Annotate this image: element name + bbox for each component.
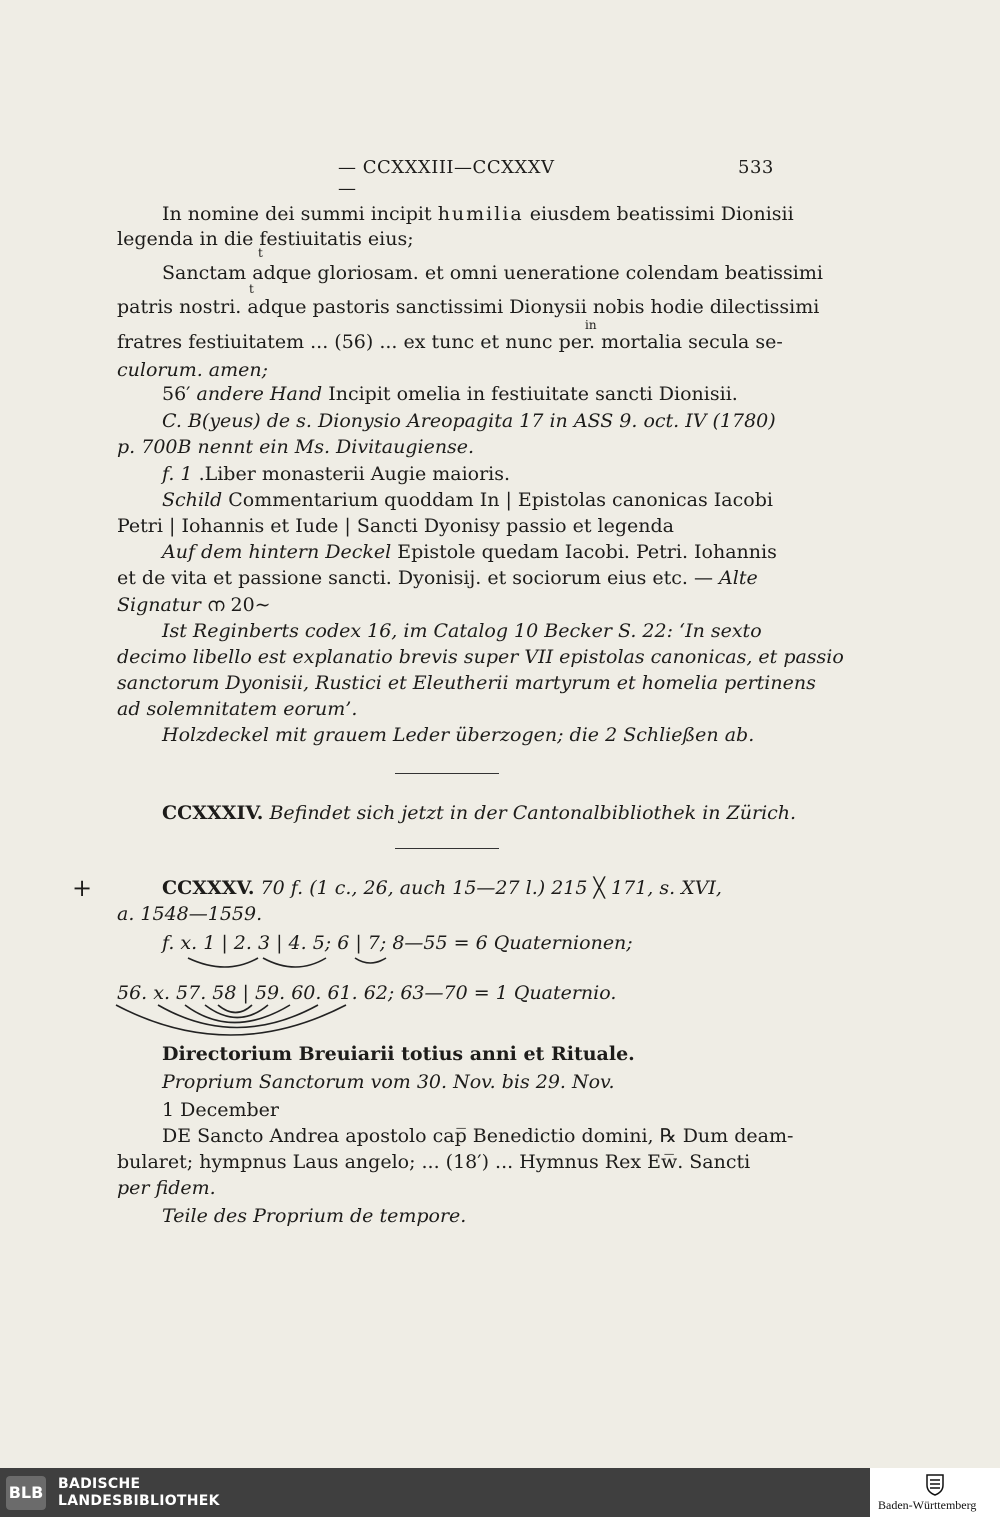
text-line (117, 357, 773, 383)
text-segment: sanctorum Dyonisii, Rustici et Eleutherii martyrum et homelia pertinens (117, 672, 816, 694)
text-line (117, 670, 816, 696)
text-line (117, 226, 773, 252)
text-segment: Holzdeckel mit grauem Leder überzogen; die 2 Schließen ab. (162, 724, 755, 746)
text-segment: 70 f. (1 c., 26, auch 15—27 l.) 215 ╳ 171, s. XVI, (254, 877, 722, 899)
text-segment: bularet; hympnus Laus angelo; ... (18′) ... Hymnus Rex Ew̅. Sancti (117, 1151, 751, 1173)
text-line (162, 1069, 773, 1095)
text-segment: humilia (437, 203, 524, 225)
superscript-letter: t (249, 282, 254, 296)
text-segment: f. x. 1 | 2. 3 | 4. 5; 6 | 7; 8—55 = 6 Quaternionen; (162, 932, 633, 954)
text-segment: Incipit omelia in festiuitate sancti Dionisii. (322, 383, 738, 405)
text-line (162, 487, 773, 513)
text-line (162, 1097, 773, 1123)
text-line (162, 800, 797, 826)
text-segment: 1 December (162, 1099, 279, 1121)
text-segment: f. 1 (162, 463, 193, 485)
text-segment: 56′ (162, 383, 197, 405)
text-line (117, 1149, 773, 1175)
text-line (117, 644, 844, 670)
text-segment: a. 1548—1559. (117, 903, 263, 925)
text-segment: Schild (162, 489, 223, 511)
text-segment: Befindet sich jetzt in der Cantonalbibliothek in Zürich. (263, 802, 797, 824)
collation-arc (116, 1005, 346, 1035)
text-segment: Ist Reginberts codex 16, im Catalog 10 Becker S. 22: ‘In sexto (162, 620, 762, 642)
superscript-letter: in (585, 318, 597, 332)
text-segment: Alte (719, 567, 758, 589)
section-divider (395, 848, 499, 849)
text-segment: C. B(yeus) de s. Dionysio Areopagita 17 in ASS 9. oct. IV (1780) (162, 410, 776, 432)
text-segment: decimo libello est explanatio brevis super VII epistolas canonicas, et passio (117, 646, 844, 668)
text-segment: Teile des Proprium de tempore. (162, 1205, 467, 1227)
text-segment: CCXXXV. (162, 877, 255, 899)
text-segment: eiusdem beatissimi Dionisii (523, 203, 794, 225)
page-number: 533 (738, 157, 774, 178)
text-segment: andere Hand (196, 383, 323, 405)
text-line (117, 329, 783, 355)
superscript-letter: t (258, 246, 263, 260)
text-segment: .Liber monasterii Augie maioris. (192, 463, 511, 485)
text-line (162, 408, 776, 434)
text-segment: CCXXXIV. (162, 802, 264, 824)
text-segment: fratres festiuitatem ... (56) ... ex tunc et nunc per. mortalia secula se- (117, 331, 783, 353)
text-segment: Auf dem hintern Deckel (162, 541, 392, 563)
text-line (162, 875, 773, 901)
text-line (117, 565, 773, 591)
margin-cross-mark: + (72, 874, 93, 902)
text-line (162, 1041, 773, 1067)
text-segment: Epistole quedam Iacobi. Petri. Iohannis (391, 541, 777, 563)
text-line (117, 434, 773, 460)
text-line (117, 294, 820, 320)
text-segment: p. 700B nennt ein Ms. Divitaugiense. (117, 436, 475, 458)
text-line (162, 539, 777, 565)
text-segment: Directorium Breuiarii totius anni et Rituale. (162, 1043, 635, 1065)
text-line (162, 1123, 794, 1149)
text-line (162, 201, 794, 227)
text-line (117, 901, 773, 927)
text-segment: et de vita et passione sancti. Dyonisij. et sociorum eius etc. — (117, 567, 720, 589)
text-line (162, 381, 773, 407)
library-name-line2: LANDESBIBLIOTHEK (58, 1493, 220, 1509)
library-name[interactable] (58, 1476, 220, 1510)
collation-arc (185, 1005, 290, 1023)
collation-arc (205, 1005, 268, 1018)
text-line (117, 696, 773, 722)
text-segment: Sanctam adque gloriosam. et omni ueneratione colendam beatissimi (162, 262, 823, 284)
state-name: Baden-Württemberg (878, 1498, 977, 1512)
text-line (162, 722, 773, 748)
text-segment: 56. x. 57. 58 | 59. 60. 61. 62; 63—70 = 1 Quaternio. (117, 982, 617, 1004)
collation-arc (355, 958, 386, 963)
text-line (117, 1175, 773, 1201)
text-segment: ad solemnitatem eorum’. (117, 698, 358, 720)
text-line (162, 930, 773, 956)
text-segment: Commentarium quoddam In | Epistolas canonicas Iacobi (222, 489, 773, 511)
text-segment: Petri | Iohannis et Iude | Sancti Dyonisy passio et legenda (117, 515, 674, 537)
library-name-line1: BADISCHE (58, 1476, 141, 1492)
text-segment: legenda in die festiuitatis eius; (117, 228, 414, 250)
collation-arc (188, 958, 258, 967)
text-segment: ന 20∼ (200, 594, 271, 616)
text-line (117, 980, 773, 1006)
text-line (162, 1203, 773, 1229)
text-segment: per fidem. (117, 1177, 216, 1199)
running-header: — CCXXXIII—CCXXXV — (338, 157, 555, 199)
text-segment: culorum. amen; (117, 359, 269, 381)
blb-logo[interactable]: BLB (6, 1476, 46, 1510)
text-line (162, 461, 773, 487)
text-segment: Proprium Sanctorum vom 30. Nov. bis 29. Nov. (162, 1071, 615, 1093)
collation-arc (263, 958, 326, 967)
collation-arc (158, 1005, 318, 1028)
section-divider (395, 773, 499, 774)
coat-of-arms-icon (924, 1472, 946, 1496)
collation-arc (218, 1005, 252, 1013)
text-segment: DE Sancto Andrea apostolo cap̅ Benedictio domini, ℞ Dum deam- (162, 1125, 794, 1147)
text-segment: In nomine dei summi incipit (162, 203, 438, 225)
text-segment: patris nostri. adque pastoris sanctissimi Dionysii nobis hodie dilectissimi (117, 296, 820, 318)
text-line (117, 513, 773, 539)
viewer-footer (0, 1468, 1000, 1517)
state-logo[interactable] (870, 1468, 1000, 1517)
text-line (117, 592, 773, 618)
text-line (162, 618, 773, 644)
text-segment: Signatur (117, 594, 201, 616)
